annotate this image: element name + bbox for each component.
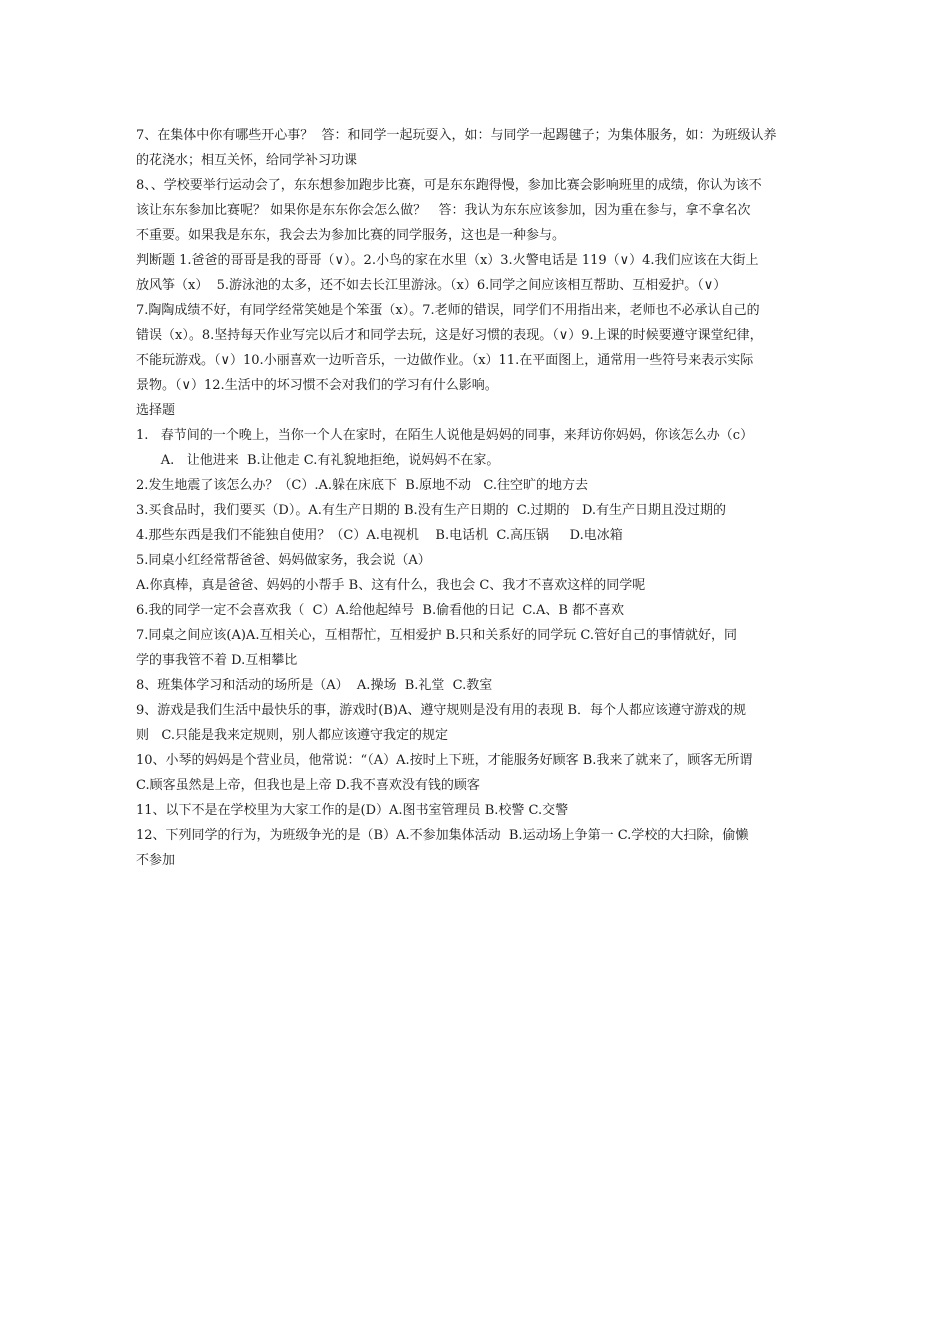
text-line: 不重要。如果我是东东，我会去为参加比赛的同学服务，这也是一种参与。 bbox=[136, 228, 566, 243]
text-line: 的花浇水；相互关怀，给同学补习功课 bbox=[136, 153, 358, 168]
text-line: 7、在集体中你有哪些开心事？ 答：和同学一起玩耍入，如：与同学一起踢毽子；为集体服务，如：为班级认养 bbox=[136, 128, 777, 143]
text-line: 7.陶陶成绩不好，有同学经常笑她是个笨蛋（x）。7.老师的错误，同学们不用指出来，老师也不必承认自己的 bbox=[136, 303, 760, 318]
text-line: 8、班集体学习和活动的场所是（A） A.操场 B.礼堂 C.教室 bbox=[136, 678, 493, 693]
text-line: 判断题 1.爸爸的哥哥是我的哥哥（∨）。2.小鸟的家在水里（x）3.火警电话是 119（∨）4.我们应该在大街上 bbox=[136, 253, 759, 268]
text-line: 放风筝（x） 5.游泳池的太多，还不如去长江里游泳。（x）6.同学之间应该相互帮助、互相爱护。（∨） bbox=[136, 278, 727, 293]
section-heading: 选择题 bbox=[136, 403, 176, 418]
text-line: 10、小琴的妈妈是个营业员，他常说：“（A）A.按时上下班，才能服务好顾客 B.我来了就来了，顾客无所谓 bbox=[136, 753, 753, 768]
text-line: 不参加 bbox=[136, 853, 176, 868]
text-line: 错误（x）。8.坚持每天作业写完以后才和同学去玩，这是好习惯的表现。（∨）9.上课的时候要遵守课堂纪律， bbox=[136, 328, 763, 343]
text-line: 6.我的同学一定不会喜欢我（ C）A.给他起绰号 B.偷看他的日记 C.A、B 都不喜欢 bbox=[136, 603, 625, 618]
text-line: 11、以下不是在学校里为大家工作的是(D）A.图书室管理员 B.校警 C.交警 bbox=[136, 803, 569, 818]
text-line: 1. 春节间的一个晚上，当你一个人在家时，在陌生人说他是妈妈的同事，来拜访你妈妈，你该怎么办（c） bbox=[136, 428, 754, 443]
text-line: A. 让他进来 B.让他走 C.有礼貌地拒绝，说妈妈不在家。 bbox=[136, 453, 500, 468]
text-line: 4.那些东西是我们不能独自使用？（C）A.电视机 B.电话机 C.高压锅 D.电冰箱 bbox=[136, 528, 623, 543]
text-line: 3.买食品时，我们要买（D）。A.有生产日期的 B.没有生产日期的 C.过期的 D.有生产日期且没过期的 bbox=[136, 503, 727, 518]
text-line: 7.同桌之间应该(A)A.互相关心，互相帮忙，互相爱护 B.只和关系好的同学玩 C.管好自己的事情就好，同 bbox=[136, 628, 738, 643]
text-line: 景物。（∨）12.生活中的坏习惯不会对我们的学习有什么影响。 bbox=[136, 378, 498, 393]
text-line: C.顾客虽然是上帝，但我也是上帝 D.我不喜欢没有钱的顾客 bbox=[136, 778, 480, 793]
text-line: 学的事我管不着 D.互相攀比 bbox=[136, 653, 298, 668]
document-body bbox=[136, 123, 816, 873]
text-line: 5.同桌小红经常帮爸爸、妈妈做家务，我会说（A） bbox=[136, 553, 431, 568]
text-line: 8、、学校要举行运动会了，东东想参加跑步比赛，可是东东跑得慢，参加比赛会影响班里的成绩，你认为该不 bbox=[136, 178, 762, 193]
text-line: 不能玩游戏。（∨）10.小丽喜欢一边听音乐，一边做作业。（x）11.在平面图上，通常用一些符号来表示实际 bbox=[136, 353, 754, 368]
text-line: 9、游戏是我们生活中最快乐的事，游戏时(B)A、遵守规则是没有用的表现 B．每个人都应该遵守游戏的规 bbox=[136, 703, 747, 718]
text-line: 则 C.只能是我来定规则，别人都应该遵守我定的规定 bbox=[136, 728, 449, 743]
text-line: 该让东东参加比赛呢？ 如果你是东东你会怎么做？ 答：我认为东东应该参加，因为重在参与，拿不拿名次 bbox=[136, 203, 751, 218]
text-line: 2.发生地震了该怎么办？（C）.A.躲在床底下 B.原地不动 C.往空旷的地方去 bbox=[136, 478, 588, 493]
text-line: A.你真棒，真是爸爸、妈妈的小帮手 B、这有什么，我也会 C、我才不喜欢这样的同学呢 bbox=[136, 578, 646, 593]
text-line: 12、下列同学的行为，为班级争光的是（B）A.不参加集体活动 B.运动场上争第一 C.学校的大扫除，偷懒 bbox=[136, 828, 749, 843]
